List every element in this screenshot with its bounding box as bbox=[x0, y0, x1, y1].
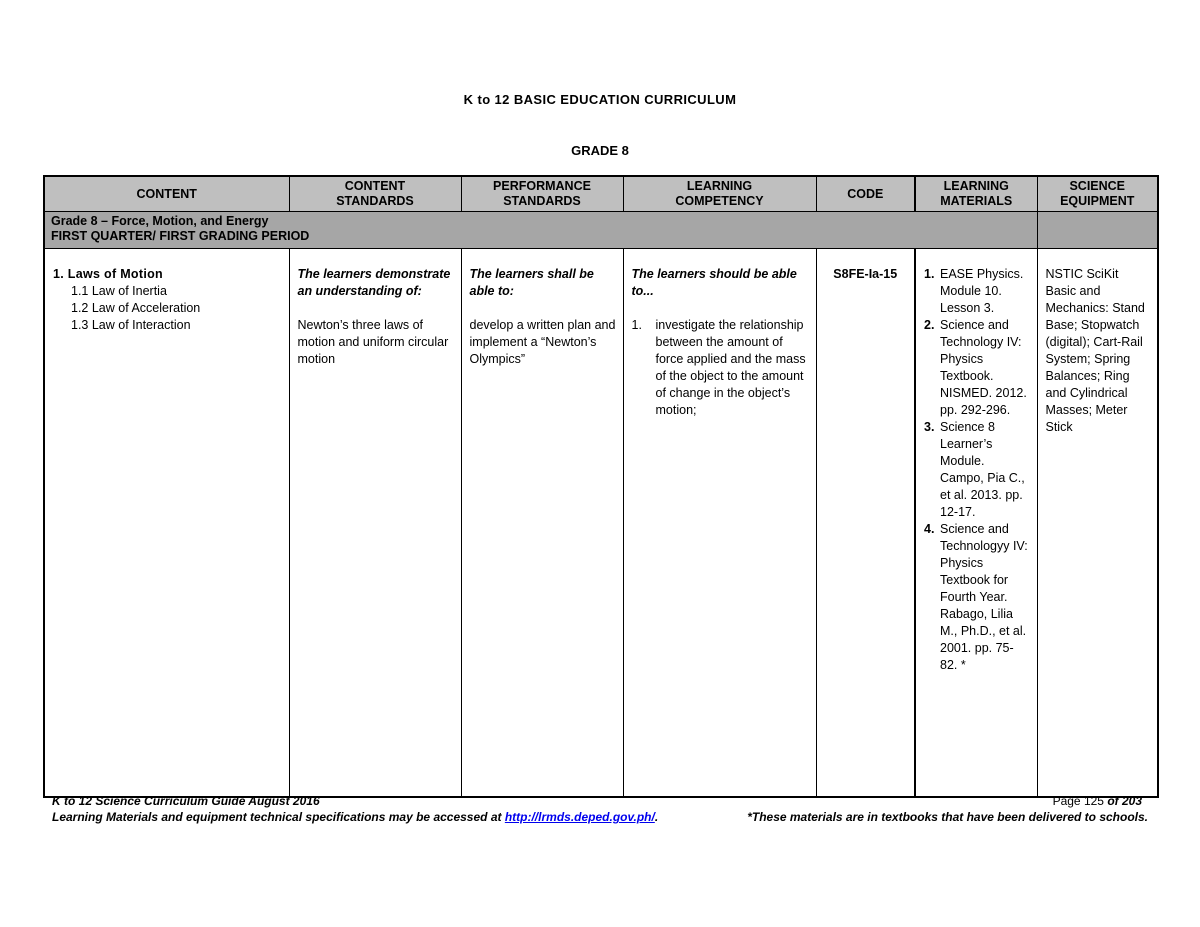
performance-standards-cell bbox=[461, 249, 623, 798]
section-row bbox=[44, 212, 1158, 249]
learning-competency-intro: The learners should be able to... bbox=[631, 267, 797, 298]
footer-left bbox=[52, 793, 658, 825]
competency-text: investigate the relationship between the amount of force applied and the mass of the object to the amount of change in the object’s motion; bbox=[655, 318, 806, 417]
subtopic-item: 1.3 Law of Interaction bbox=[71, 318, 191, 332]
col-header-content: CONTENT bbox=[44, 176, 289, 212]
content-standards-intro: The learners demonstrate an understanding of: bbox=[297, 267, 451, 298]
footer-note: *These materials are in textbooks that have been delivered to schools. bbox=[747, 810, 1148, 824]
science-equipment-cell bbox=[1037, 249, 1158, 798]
material-item bbox=[924, 521, 1031, 674]
footer-page-number bbox=[1053, 793, 1142, 809]
section-heading bbox=[44, 212, 1037, 249]
material-text: Science and Technologyy IV: Physics Textbook for Fourth Year. Rabago, Lilia M., Ph.D., et al. 2001. pp. 75-82. * bbox=[940, 522, 1028, 672]
page-total: of 203 bbox=[1107, 794, 1142, 808]
content-standards-text: Newton’s three laws of motion and uniform circular motion bbox=[297, 318, 449, 366]
competency-item bbox=[632, 317, 810, 419]
content-cell bbox=[44, 249, 289, 798]
col-header-performance-standards: PERFORMANCE STANDARDS bbox=[461, 176, 623, 212]
section-period: FIRST QUARTER/ FIRST GRADING PERIOD bbox=[51, 229, 310, 243]
col-header-code: CODE bbox=[816, 176, 915, 212]
curriculum-table bbox=[43, 175, 1159, 798]
material-item bbox=[924, 266, 1031, 317]
learning-competency-cell bbox=[623, 249, 816, 798]
material-item bbox=[924, 419, 1031, 521]
grade-title: GRADE 8 bbox=[571, 143, 629, 158]
col-header-content-standards: CONTENT STANDARDS bbox=[289, 176, 461, 212]
material-item bbox=[924, 317, 1031, 419]
subtopic-item: 1.2 Law of Acceleration bbox=[71, 301, 201, 315]
col-header-science-equipment: SCIENCE EQUIPMENT bbox=[1037, 176, 1158, 212]
material-number: 3. bbox=[924, 420, 935, 434]
header-row bbox=[44, 176, 1158, 212]
material-number: 2. bbox=[924, 318, 935, 332]
material-text: Science and Technology IV: Physics Textbook. NISMED. 2012. pp. 292-296. bbox=[940, 318, 1027, 417]
footer-guide: K to 12 Science Curriculum Guide August 2016 bbox=[52, 794, 320, 808]
code-cell bbox=[816, 249, 915, 798]
topic-title: 1. Laws of Motion bbox=[53, 267, 163, 281]
performance-standards-intro: The learners shall be able to: bbox=[469, 267, 594, 298]
col-header-learning-competency: LEARNING COMPETENCY bbox=[623, 176, 816, 212]
competency-code: S8FE-Ia-15 bbox=[833, 267, 898, 281]
material-text: Science 8 Learner’s Module. Campo, Pia C., et al. 2013. pp. 12-17. bbox=[940, 420, 1025, 519]
table-row bbox=[44, 249, 1158, 798]
material-number: 4. bbox=[924, 522, 935, 536]
science-equipment-text: NSTIC SciKit Basic and Mechanics: Stand Base; Stopwatch (digital); Cart-Rail System; Spring Balances; Ring and Cylindrical Masses; Meter Stick bbox=[1045, 267, 1145, 434]
section-empty-cell bbox=[1037, 212, 1158, 249]
material-number: 1. bbox=[924, 267, 935, 281]
learning-materials-cell bbox=[915, 249, 1037, 798]
col-header-learning-materials: LEARNING MATERIALS bbox=[915, 176, 1037, 212]
competency-number: 1. bbox=[631, 318, 642, 332]
lrmds-link[interactable]: http://lrmds.deped.gov.ph/ bbox=[504, 810, 655, 824]
subtopic-item: 1.1 Law of Inertia bbox=[71, 284, 167, 298]
page-label: Page 125 bbox=[1052, 794, 1104, 808]
content-standards-cell bbox=[289, 249, 461, 798]
material-text: EASE Physics. Module 10. Lesson 3. bbox=[940, 267, 1024, 315]
section-title: Grade 8 – Force, Motion, and Energy bbox=[51, 214, 269, 228]
performance-standards-text: develop a written plan and implement a “Newton’s Olympics” bbox=[469, 318, 616, 366]
footer-access: Learning Materials and equipment technical specifications may be accessed at http://lrmds.deped.gov.ph/. bbox=[52, 810, 659, 824]
document-title: K to 12 BASIC EDUCATION CURRICULUM bbox=[463, 92, 737, 107]
